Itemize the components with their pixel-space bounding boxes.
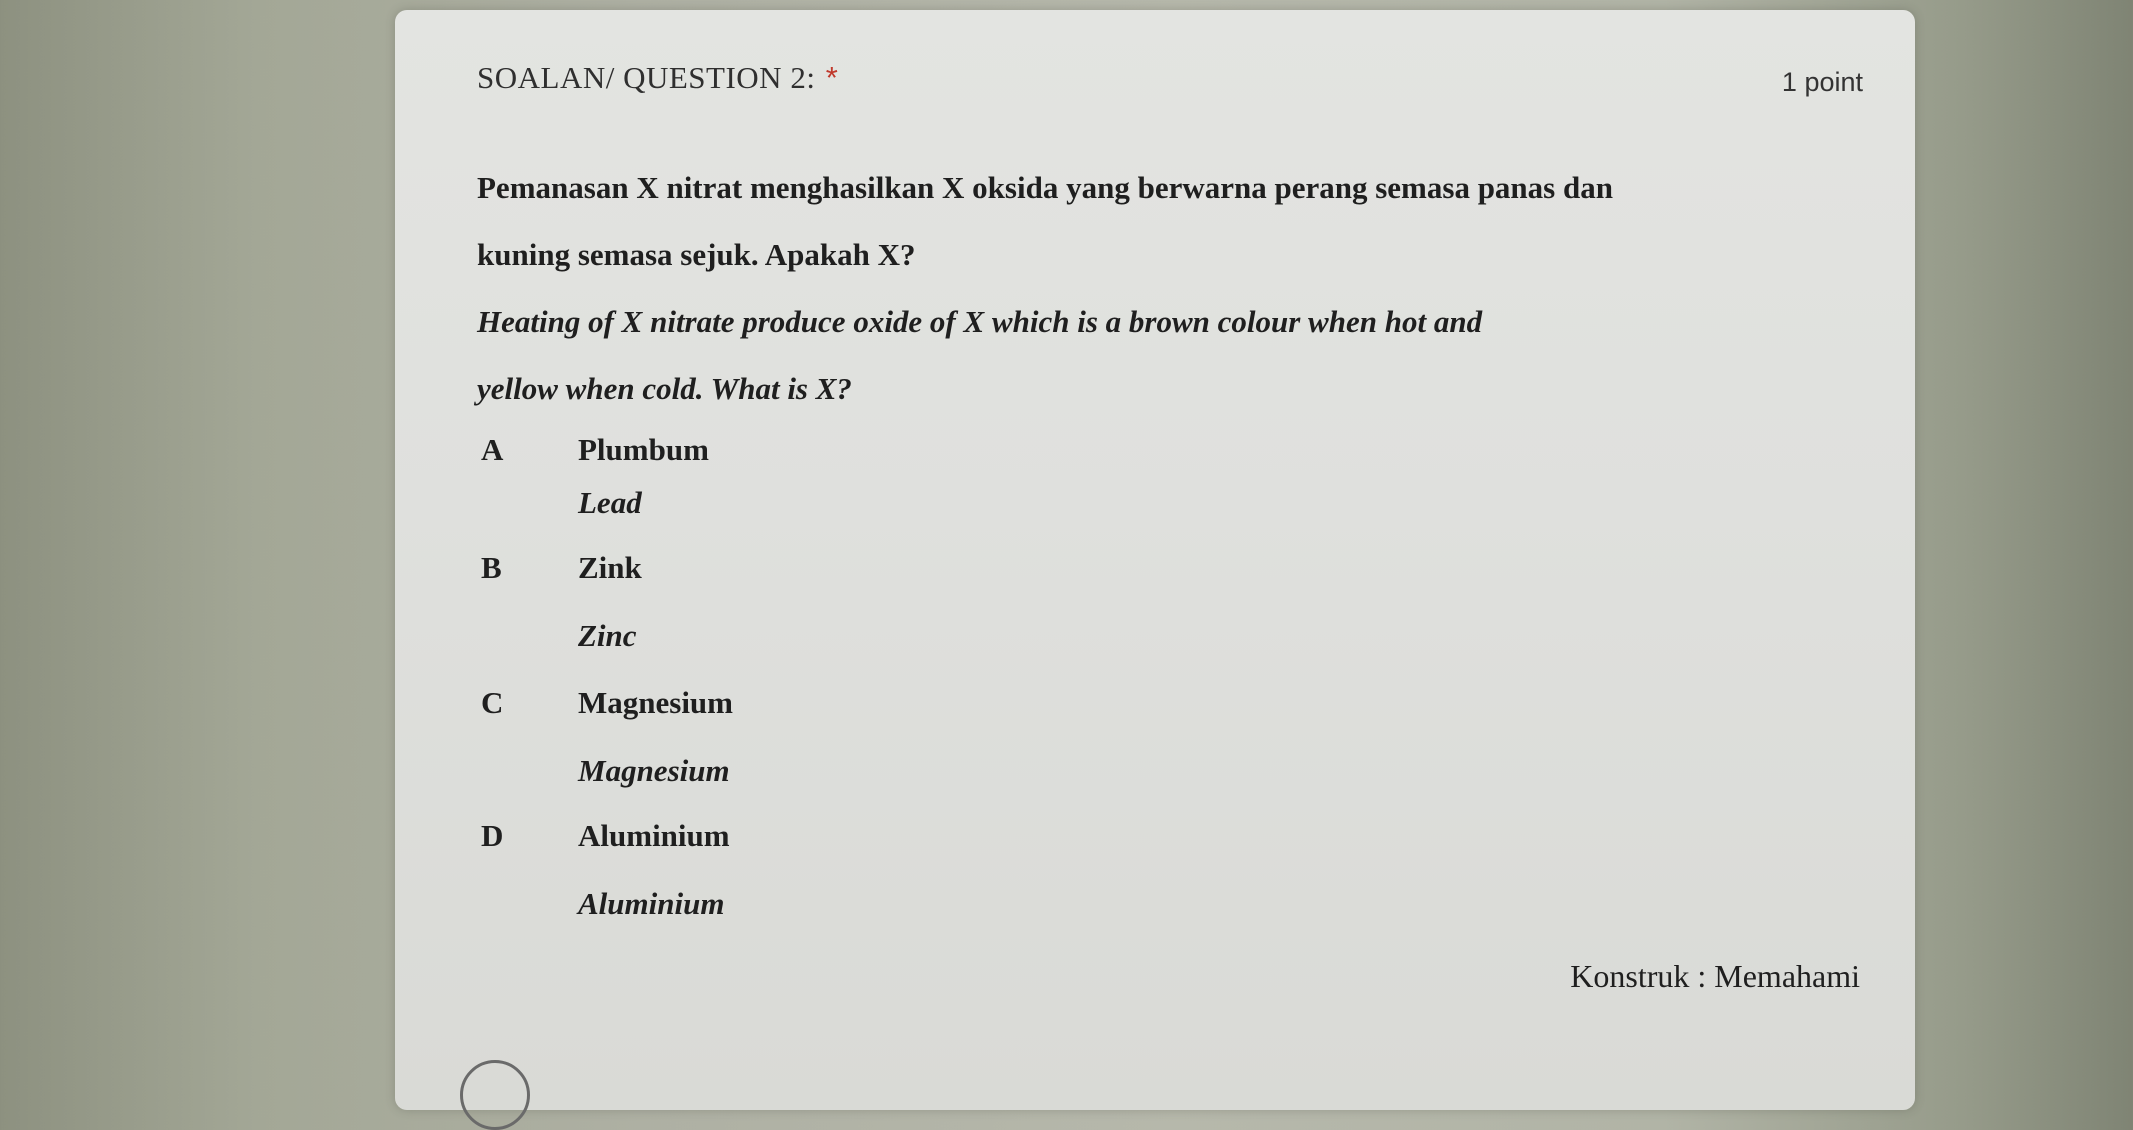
- option-a-english: Lead: [578, 485, 642, 520]
- question-text-malay-line2: kuning semasa sejuk. Apakah X?: [477, 237, 916, 272]
- question-text-english-line2: yellow when cold. What is X?: [477, 371, 852, 406]
- question-title: [477, 60, 838, 96]
- option-d-english: Aluminium: [578, 886, 725, 921]
- question-text-english-line1: Heating of X nitrate produce oxide of X which is a brown colour when hot and: [477, 304, 1483, 339]
- option-c-english: Magnesium: [578, 753, 730, 788]
- answer-radio-button[interactable]: [460, 1060, 530, 1130]
- option-a-letter: A: [481, 432, 504, 467]
- points-label: 1 point: [1781, 67, 1863, 97]
- option-d-malay: Aluminium: [578, 818, 730, 853]
- question-title-text: SOALAN/ QUESTION 2:: [477, 60, 816, 95]
- required-asterisk: *: [825, 60, 839, 95]
- option-b-english: Zinc: [578, 618, 637, 653]
- question-text-malay-line1: Pemanasan X nitrat menghasilkan X oksida yang berwarna perang semasa panas dan: [477, 170, 1613, 205]
- option-d-letter: D: [481, 818, 504, 853]
- option-c-malay: Magnesium: [578, 685, 733, 720]
- question-card: [395, 10, 1915, 1110]
- option-b-letter: B: [481, 550, 502, 585]
- option-a-malay: Plumbum: [578, 432, 709, 467]
- option-b-malay: Zink: [578, 550, 642, 585]
- option-c-letter: C: [481, 685, 504, 720]
- construct-label: Konstruk : Memahami: [1570, 958, 1860, 994]
